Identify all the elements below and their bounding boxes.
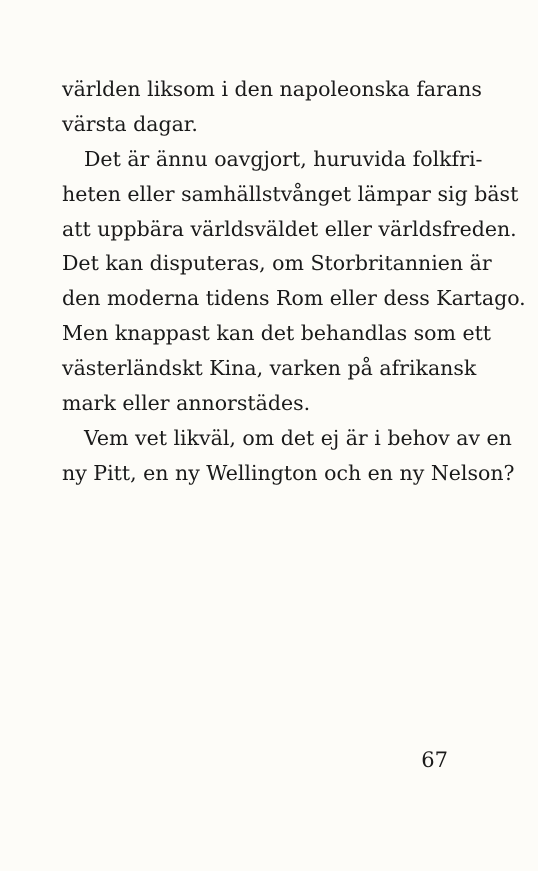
text-line: heten eller samhällstvånget lämpar sig bäst [62, 181, 519, 206]
text-line: Men knappast kan det behandlas som ett [62, 321, 492, 346]
body-text [62, 72, 526, 491]
text-line: den moderna tidens Rom eller dess Kartago. [62, 286, 526, 311]
text-line: Det kan disputeras, om Storbritannien är [62, 251, 492, 276]
text-line: Vem vet likväl, om det ej är i behov av en [84, 425, 512, 450]
text-line: mark eller annorstädes. [62, 391, 311, 416]
text-line: världen liksom i den napoleonska farans [62, 77, 482, 101]
text-line: Det är ännu oavgjort, huruvida folkfri- [84, 146, 483, 171]
text-line: västerländskt Kina, varken på afrikansk [62, 356, 477, 381]
text-line: värsta dagar. [62, 111, 198, 136]
text-line: att uppbära världsväldet eller världsfreden. [62, 216, 517, 241]
text-line: ny Pitt, en ny Wellington och en ny Nelson? [62, 460, 515, 485]
page-number: 67 [421, 748, 448, 772]
